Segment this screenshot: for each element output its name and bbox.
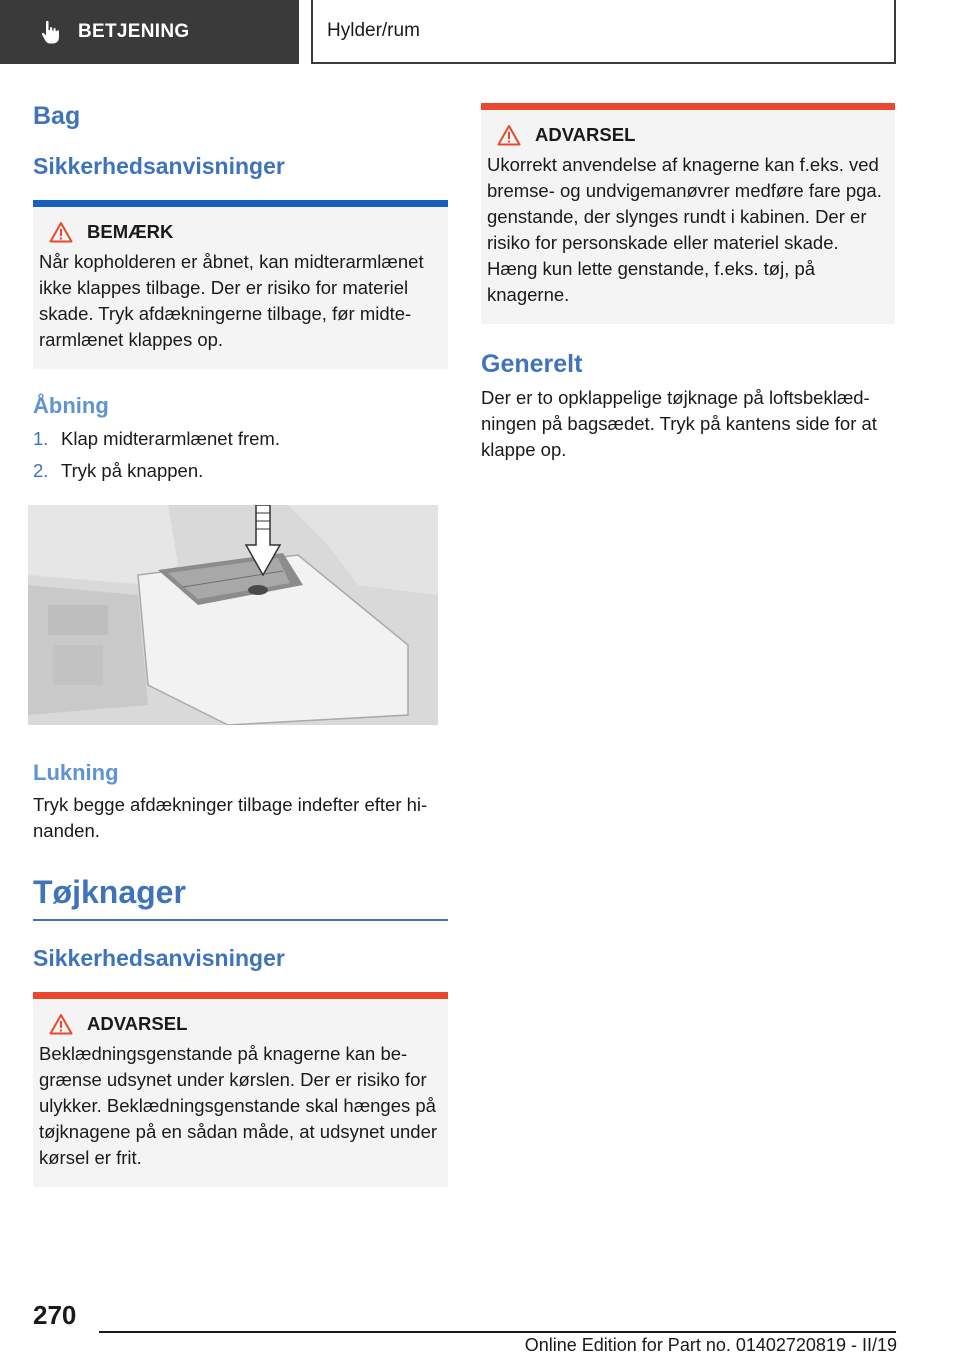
step-text: Klap midterarmlænet frem. xyxy=(61,428,280,449)
topic-header xyxy=(311,0,896,64)
warning-box xyxy=(33,992,448,1187)
warning-title-row xyxy=(487,124,889,146)
warning-text: Ukorrekt anvendelse af knagerne kan f.eks. ved bremse- og undvigemanøvrer medføre fare pga. genstande, der slynges rundt i kabinen. Der er risiko for personskade eller materiel skade. Hæng kun lette genstande, f.eks. tøj, på knagerne. xyxy=(487,154,882,305)
warning-triangle-icon xyxy=(497,124,521,146)
heading-safety-2: Sikkerhedsanvisninger xyxy=(33,945,285,971)
heading-general: Generelt xyxy=(481,350,583,378)
general-text: Der er to opklappelige tøjknage på loftsbeklæd‐ningen på bagsædet. Tryk på kantens side for at klappe op. xyxy=(481,387,877,460)
opening-steps xyxy=(33,423,448,487)
topic-label: Hylder/rum xyxy=(327,20,420,41)
warning-triangle-icon xyxy=(49,1013,73,1035)
left-column xyxy=(33,100,448,1187)
warning-text: Beklædningsgenstande på knagerne kan be‐grænse udsynet under kørslen. Der er risiko for ulykker. Beklædningsgenstande skal hænges på tøjknagene på en sådan måde, at udsynet under kørsel er frit. xyxy=(39,1043,438,1168)
step-text: Tryk på knappen. xyxy=(61,460,204,481)
note-title-row xyxy=(39,221,442,243)
section-label: BETJENING xyxy=(78,21,190,42)
section-tab xyxy=(0,0,299,64)
warning-box xyxy=(481,103,895,324)
warning-title: ADVARSEL xyxy=(87,1013,188,1034)
right-column xyxy=(481,103,895,463)
step-number: 1. xyxy=(33,428,49,449)
heading-closing: Lukning xyxy=(33,760,119,785)
pointing-hand-icon xyxy=(38,19,64,45)
edition-label: Online Edition for Part no. 01402720819 - II/19 xyxy=(524,1335,897,1355)
heading-bag: Bag xyxy=(33,102,81,130)
page-number: 270 xyxy=(33,1300,77,1330)
note-title: BEMÆRK xyxy=(87,221,174,242)
warning-triangle-icon xyxy=(49,221,73,243)
heading-opening: Åbning xyxy=(33,393,109,418)
warning-title-row xyxy=(39,1013,442,1035)
armrest-illustration xyxy=(28,505,438,725)
heading-clothes-hooks: Tøjknager xyxy=(33,874,448,921)
note-box xyxy=(33,200,448,369)
warning-title: ADVARSEL xyxy=(535,124,636,145)
heading-safety-1: Sikkerhedsanvisninger xyxy=(33,153,285,179)
closing-text: Tryk begge afdækninger tilbage indefter efter hi‐nanden. xyxy=(33,794,428,841)
footer-divider xyxy=(99,1331,896,1333)
note-text: Når kopholderen er åbnet, kan midterarmlænet ikke klappes tilbage. Der er risiko for materiel skade. Tryk afdækningerne tilbage, før midte‐rarmlænet klappes op. xyxy=(39,251,424,350)
step-item xyxy=(33,455,448,487)
step-item xyxy=(33,423,448,455)
step-number: 2. xyxy=(33,460,49,481)
